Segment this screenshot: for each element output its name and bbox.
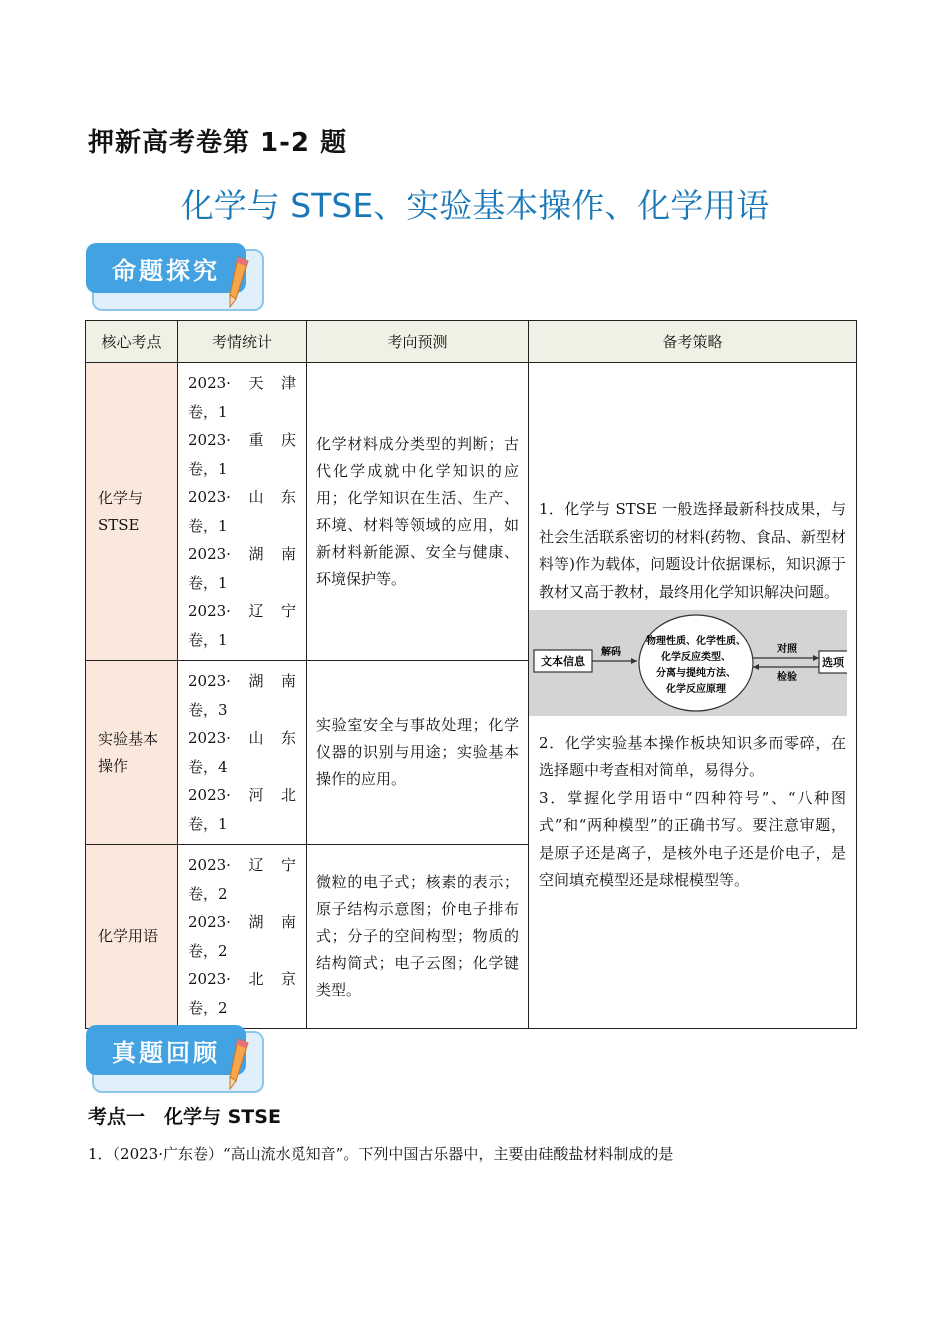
header-prediction: 考向预测	[307, 321, 529, 363]
prediction-cell: 微粒的电子式；核素的表示；原子结构示意图；价电子排布式；分子的空间构型；物质的结构简式；电子云图；化学键类型。	[307, 845, 529, 1029]
exploration-banner	[86, 243, 262, 309]
svg-text:化学反应类型、: 化学反应类型、	[661, 652, 731, 664]
reasoning-flow-diagram	[529, 610, 847, 716]
table-row	[86, 363, 857, 661]
svg-text:对照: 对照	[777, 644, 797, 656]
stats-cell: 2023· 天 津 卷，1 2023· 重 庆 卷，1 2023· 山 东 卷，1 2023· 湖 南 卷，1 2023· 辽 宁 卷，1	[178, 363, 307, 661]
svg-text:化学反应原理: 化学反应原理	[666, 684, 726, 696]
header-strategy: 备考策略	[529, 321, 857, 363]
main-title: 化学与 STSE、实验基本操作、化学用语	[180, 186, 770, 225]
svg-text:选项: 选项	[822, 656, 844, 670]
strategy-point-2: 2．化学实验基本操作板块知识多而零碎，在选择题中考查相对简单，易得分。	[539, 733, 846, 780]
header-statistics: 考情统计	[178, 321, 307, 363]
svg-text:解码: 解码	[601, 647, 621, 659]
strategy-point-3: 3．掌握化学用语中“四种符号”、“八种图式”和“两种模型”的正确书写。要注意审题，是原子还是离子，是核外电子还是价电子，是空间填充模型还是球棍模型等。	[539, 788, 846, 890]
review-banner-label: 真题回顾	[86, 1025, 246, 1075]
table-header-row	[86, 321, 857, 363]
pencil-icon	[226, 253, 256, 311]
strategy-point-1: 1．化学与 STSE 一般选择最新科技成果，与社会生活联系密切的材料(药物、食品、新型材料等)作为载体，问题设计依据课标，知识源于教材又高于教材，最终用化学知识解决问题。	[539, 500, 846, 601]
header-core-topic: 核心考点	[86, 321, 178, 363]
topic-cell: 化学与STSE	[86, 363, 178, 661]
prediction-cell: 化学材料成分类型的判断；古代化学成就中化学知识的应用；化学知识在生活、生产、环境、材料等领域的应用，如新材料新能源、安全与健康、环境保护等。	[307, 363, 529, 661]
svg-text:文本信息: 文本信息	[541, 655, 585, 669]
svg-text:物理性质、化学性质、: 物理性质、化学性质、	[646, 636, 746, 648]
strategy-cell	[529, 363, 857, 1029]
topic-cell: 化学用语	[86, 845, 178, 1029]
stats-cell: 2023· 辽 宁 卷，2 2023· 湖 南 卷，2 2023· 北 京 卷，2	[178, 845, 307, 1029]
stats-cell: 2023· 湖 南 卷，3 2023· 山 东 卷，4 2023· 河 北 卷，1	[178, 661, 307, 845]
exploration-banner-label: 命题探究	[86, 243, 246, 293]
svg-text:分离与提纯方法、: 分离与提纯方法、	[656, 668, 736, 680]
exam-analysis-table	[85, 320, 857, 1029]
topic-one-title: 考点一 化学与 STSE	[88, 1106, 281, 1128]
prediction-cell: 实验室安全与事故处理；化学仪器的识别与用途；实验基本操作的应用。	[307, 661, 529, 845]
review-banner	[86, 1025, 262, 1091]
topic-cell: 实验基本操作	[86, 661, 178, 845]
svg-text:检验: 检验	[777, 672, 797, 684]
question-1: 1．（2023·广东卷）“高山流水觅知音”。下列中国古乐器中，主要由硅酸盐材料制成的是	[88, 1145, 674, 1163]
exam-title: 押新高考卷第 1-2 题	[88, 128, 348, 158]
pencil-icon	[226, 1035, 256, 1093]
